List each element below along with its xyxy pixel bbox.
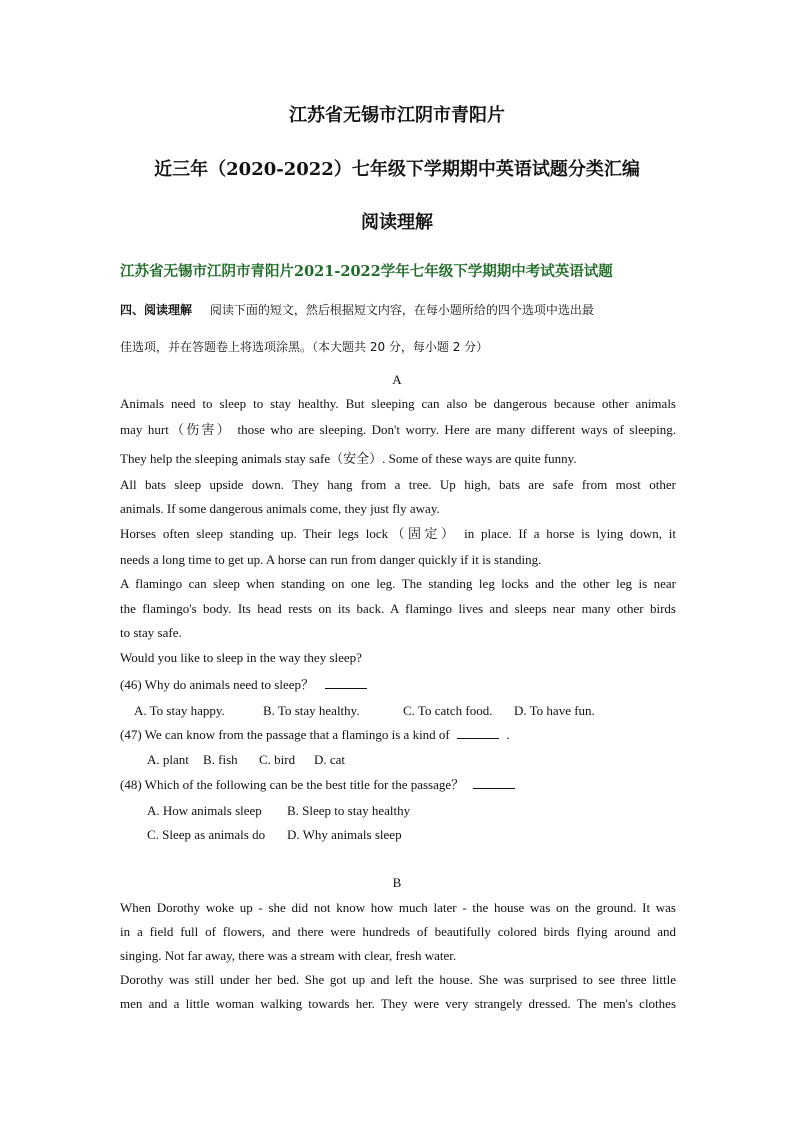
option-c: C. Sleep as animals do [147, 827, 266, 842]
instructions-text-1: 阅读下面的短文，然后根据短文内容，在每小题所给的四个选项中选出最 [209, 303, 594, 317]
passage-b-line: in a field full of flowers, and there were hundreds of beautifully colored birds flying around and [120, 924, 676, 939]
document-title-topic: 阅读理解 [361, 212, 433, 233]
question-stem [120, 677, 676, 693]
document-title-region: 江苏省无锡市江阴市青阳片 [289, 105, 505, 126]
option-d: D. Why animals sleep [287, 827, 402, 842]
passage-a-label: A [392, 372, 402, 387]
passage-a-line: Would you like to sleep in the way they sleep? [120, 650, 362, 665]
passage-a-line: Horses often sleep standing up. Their legs lock（固定） in place. If a horse is lying down, it [120, 526, 676, 541]
passage-a-line: the flamingo's body. Its head rests on its back. A flamingo lives and sleeps near many other birds [120, 601, 676, 616]
question-end-punctuation: . [506, 727, 510, 742]
question-text: (48) Which of the following can be the best title for the passage？ [120, 777, 465, 792]
option-a: A. plant [147, 752, 189, 767]
option-a: A. How animals sleep [147, 803, 262, 818]
passage-b-line: singing. Not far away, there was a stream with clear, fresh water. [120, 948, 457, 963]
passage-b-line: men and a little woman walking towards her. They were very strangely dressed. The men's clothes [120, 996, 676, 1011]
passage-a-line: animals. If some dangerous animals come, they just fly away. [120, 501, 440, 516]
passage-b-line: When Dorothy woke up - she did not know how much later - the house was on the ground. It was [120, 900, 676, 915]
instructions-line-1 [120, 302, 676, 318]
passage-a-line: All bats sleep upside down. They hang from a tree. Up high, bats are safe from most other [120, 477, 676, 492]
question-stem [120, 777, 676, 793]
passage-b-line: Dorothy was still under her bed. She got up and left the house. She was surprised to see three little [120, 972, 676, 987]
answer-blank [473, 778, 515, 789]
option-b: B. Sleep to stay healthy [287, 803, 411, 818]
document-title-series: 近三年（2020-2022）七年级下学期期中英语试题分类汇编 [154, 159, 640, 180]
exam-title: 江苏省无锡市江阴市青阳片2021-2022学年七年级下学期期中考试英语试题 [120, 263, 613, 280]
question-text: (46) Why do animals need to sleep？ [120, 677, 314, 692]
passage-a-line: may hurt（伤害） those who are sleeping. Don't worry. Here are many different ways of sleeping. [120, 422, 676, 437]
passage-b-label: B [392, 875, 402, 890]
option-d: D. cat [314, 752, 346, 767]
option-c: C. bird [259, 752, 296, 767]
passage-a-line: needs a long time to get up. A horse can run from danger quickly if it is standing. [120, 552, 542, 567]
answer-blank [325, 678, 367, 689]
passage-a-line: They help the sleeping animals stay safe（安全）. Some of these ways are quite funny. [120, 451, 577, 466]
passage-a-line: to stay safe. [120, 625, 182, 640]
option-a: A. To stay happy. [134, 703, 225, 718]
section-heading: 四、阅读理解 [120, 303, 193, 317]
option-c: C. To catch food. [403, 703, 493, 718]
question-text: (47) We can know from the passage that a flamingo is a kind of [120, 727, 450, 742]
passage-a-line: A flamingo can sleep when standing on one leg. The standing leg locks and the other leg is near [120, 576, 676, 591]
option-b: B. To stay healthy. [263, 703, 360, 718]
option-d: D. To have fun. [514, 703, 595, 718]
question-stem [120, 727, 676, 743]
instructions-line-2: 佳选项，并在答题卷上将选项涂黑。（本大题共 20 分，每小题 2 分） [120, 340, 489, 354]
answer-blank [457, 728, 499, 739]
option-b: B. fish [203, 752, 238, 767]
passage-a-line: Animals need to sleep to stay healthy. But sleeping can also be dangerous because other animals [120, 396, 676, 411]
